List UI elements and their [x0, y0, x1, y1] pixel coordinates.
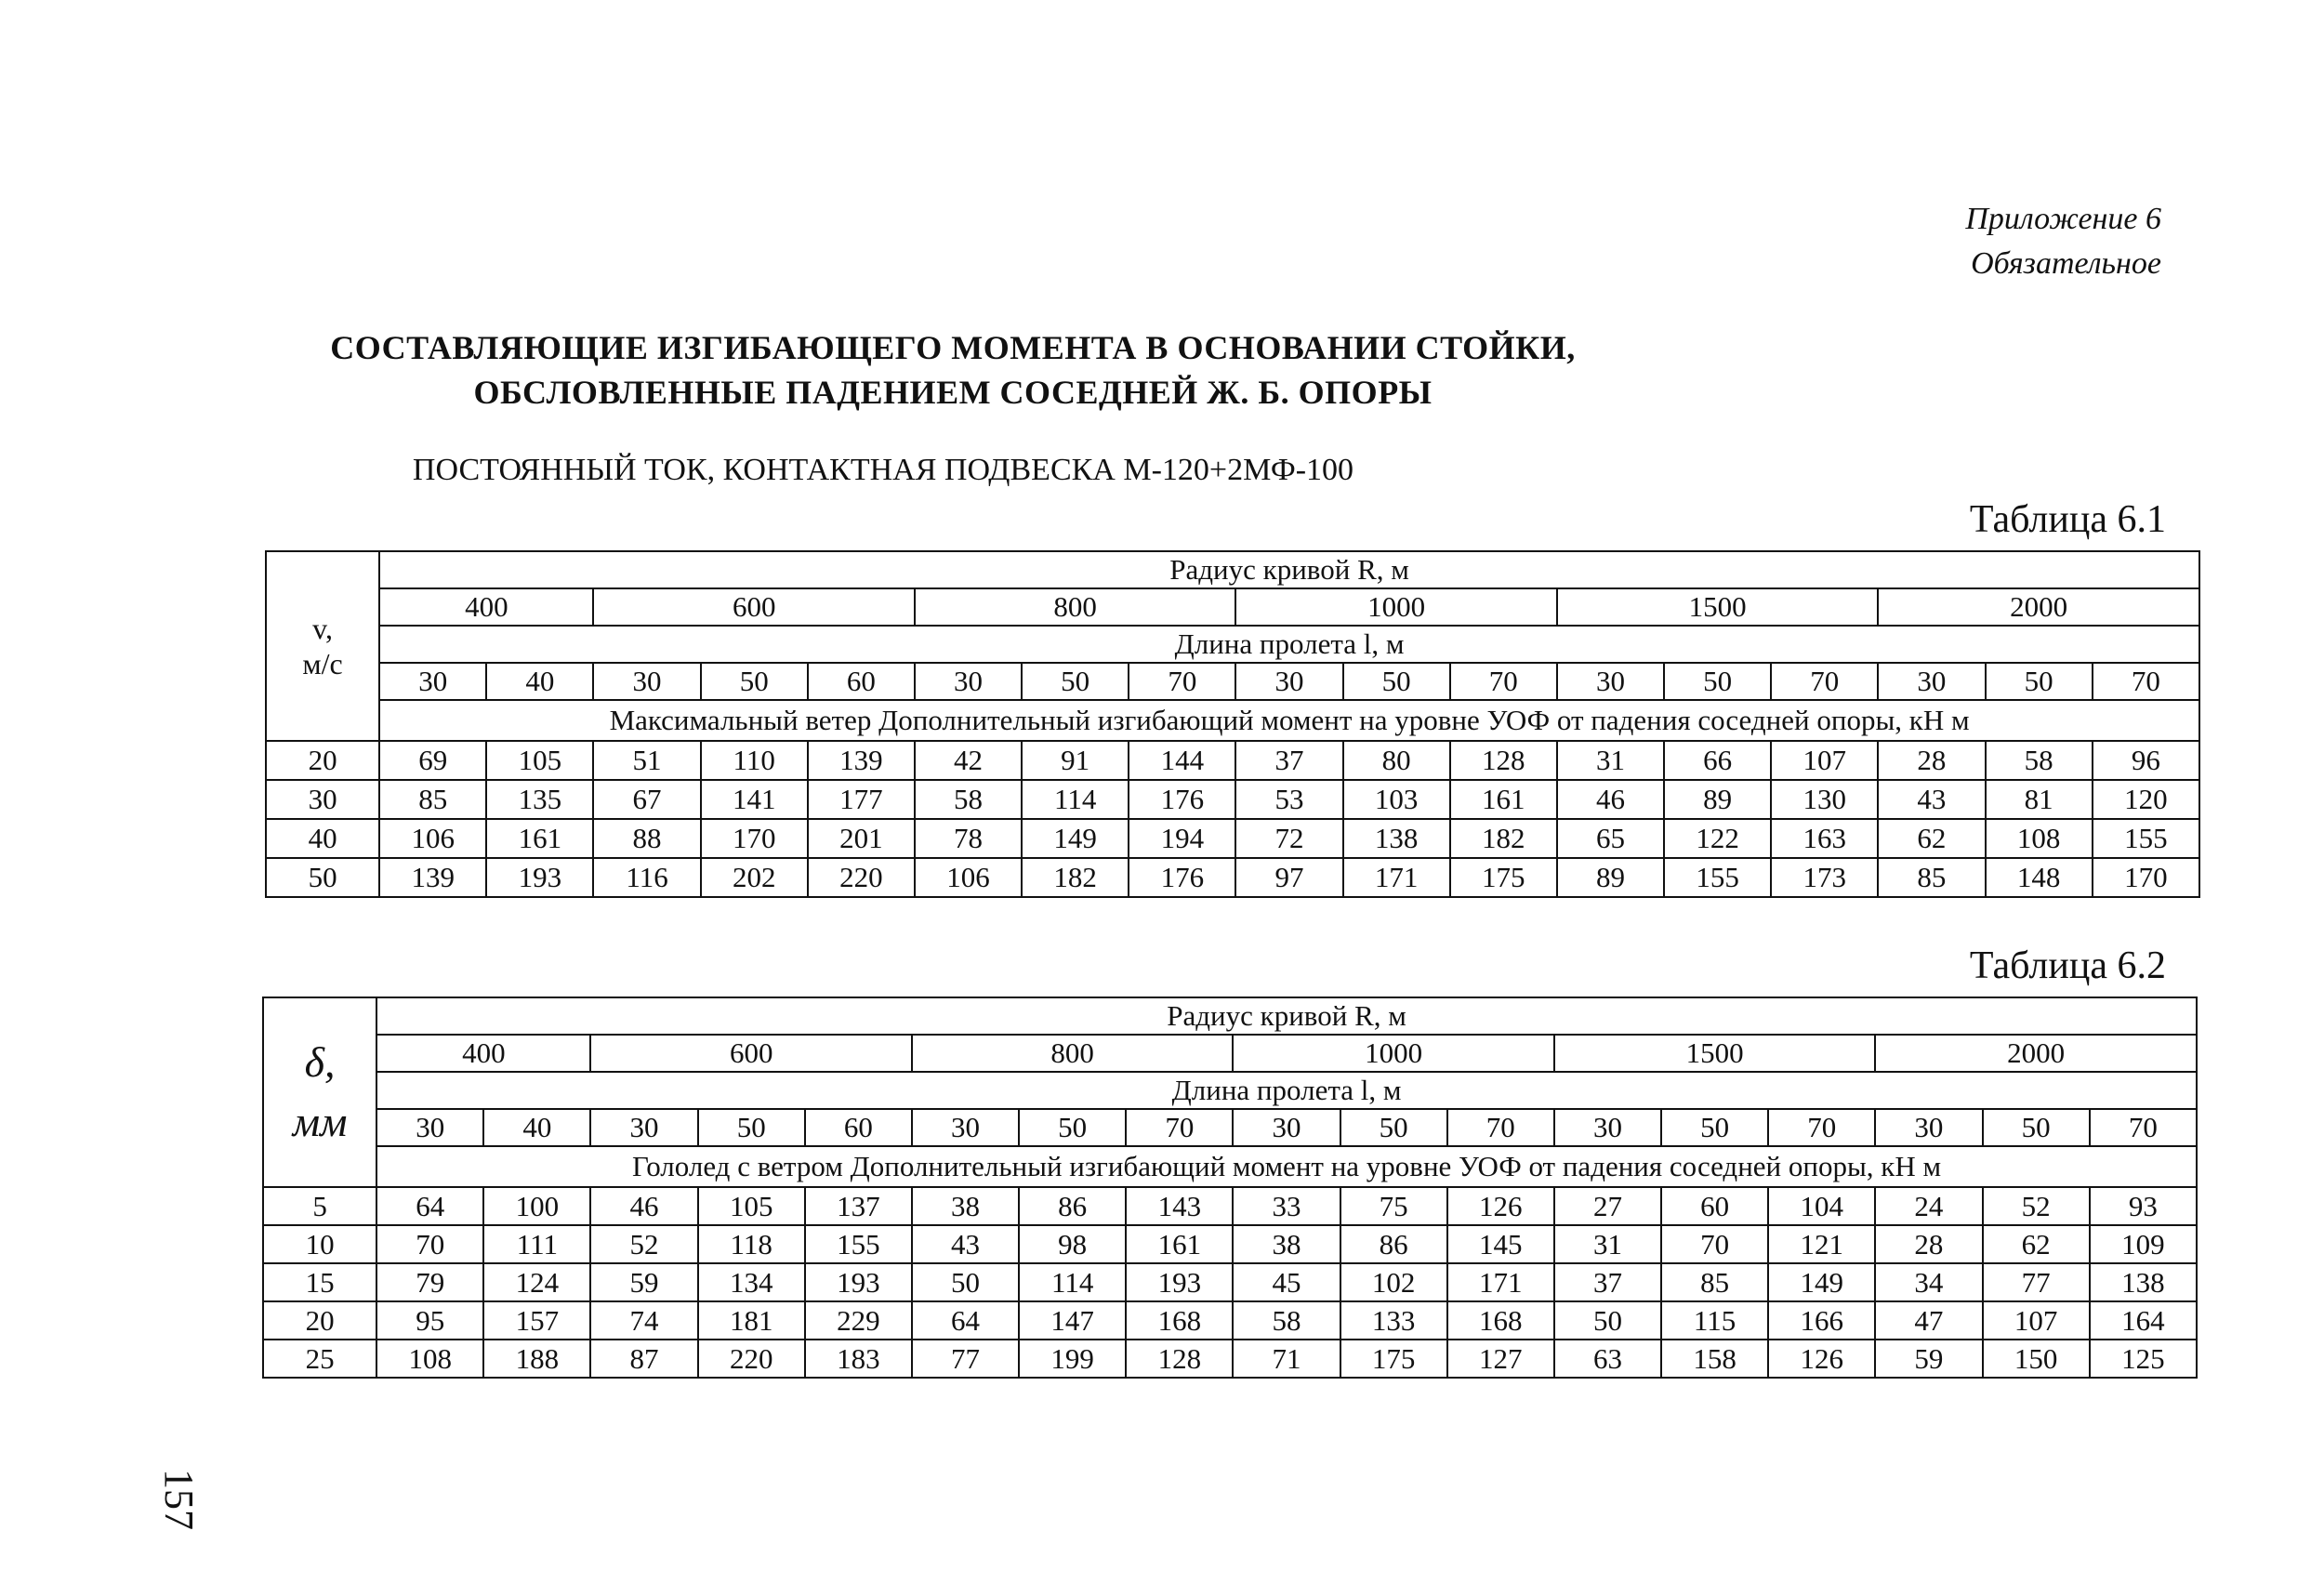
- table-cell: 31: [1554, 1225, 1661, 1263]
- table-cell: 199: [1019, 1340, 1126, 1378]
- table-cell: 115: [1661, 1301, 1768, 1340]
- span-value: 50: [1983, 1109, 2090, 1146]
- table-cell: 75: [1340, 1187, 1447, 1225]
- table-cell: 164: [2090, 1301, 2197, 1340]
- table-cell: 50: [1554, 1301, 1661, 1340]
- table-cell: 177: [808, 780, 915, 819]
- table-cell: 43: [912, 1225, 1019, 1263]
- table-cell: 161: [486, 819, 593, 858]
- table-cell: 71: [1233, 1340, 1340, 1378]
- table-cell: 74: [590, 1301, 697, 1340]
- span-value: 70: [1771, 663, 1878, 700]
- table-cell: 86: [1019, 1187, 1126, 1225]
- table-cell: 59: [1875, 1340, 1982, 1378]
- table-cell: 65: [1557, 819, 1664, 858]
- side-header-symbol: v,: [312, 612, 334, 645]
- table-cell: 139: [379, 858, 486, 897]
- table-cell: 38: [912, 1187, 1019, 1225]
- table-cell: 181: [698, 1301, 805, 1340]
- table-cell: 78: [915, 819, 1022, 858]
- table-cell: 81: [1986, 780, 2093, 819]
- table-cell: 128: [1126, 1340, 1233, 1378]
- table-cell: 109: [2090, 1225, 2197, 1263]
- table-cell: 108: [376, 1340, 483, 1378]
- row-key: 5: [263, 1187, 376, 1225]
- span-value: 40: [483, 1109, 590, 1146]
- table-cell: 46: [590, 1187, 697, 1225]
- table-cell: 150: [1983, 1340, 2090, 1378]
- header-row-span: [263, 1072, 2197, 1109]
- table-cell: 28: [1878, 741, 1985, 780]
- table-cell: 124: [483, 1263, 590, 1301]
- span-value: 70: [2093, 663, 2199, 700]
- table-cell: 98: [1019, 1225, 1126, 1263]
- table-cell: 31: [1557, 741, 1664, 780]
- table-cell: 51: [593, 741, 700, 780]
- row-key: 10: [263, 1225, 376, 1263]
- radius-value: 1500: [1554, 1035, 1875, 1072]
- row-key: 25: [263, 1340, 376, 1378]
- radius-value: 400: [376, 1035, 590, 1072]
- table-cell: 89: [1664, 780, 1771, 819]
- table-cell: 220: [808, 858, 915, 897]
- table-cell: 33: [1233, 1187, 1340, 1225]
- table-cell: 188: [483, 1340, 590, 1378]
- table-cell: 103: [1343, 780, 1450, 819]
- span-value: 30: [1233, 1109, 1340, 1146]
- table-cell: 183: [805, 1340, 912, 1378]
- table-caption: Гололед с ветром Дополнительный изгибающий момент на уровне УОФ от падения соседней опоры, кН м: [376, 1146, 2197, 1187]
- table-cell: 166: [1768, 1301, 1875, 1340]
- table-cell: 155: [2093, 819, 2199, 858]
- span-value: 50: [1343, 663, 1450, 700]
- table-cell: 87: [590, 1340, 697, 1378]
- table-cell: 111: [483, 1225, 590, 1263]
- appendix-number: Приложение 6: [1965, 202, 2161, 236]
- radius-value: 1000: [1235, 588, 1556, 626]
- row-key: 50: [266, 858, 379, 897]
- table-cell: 220: [698, 1340, 805, 1378]
- table-2: [262, 997, 2198, 1379]
- span-value: 60: [808, 663, 915, 700]
- table-cell: 114: [1022, 780, 1129, 819]
- table-cell: 37: [1235, 741, 1342, 780]
- span-value: 50: [698, 1109, 805, 1146]
- table-cell: 149: [1022, 819, 1129, 858]
- table-row: [266, 741, 2199, 780]
- span-value: 70: [1768, 1109, 1875, 1146]
- table-cell: 175: [1340, 1340, 1447, 1378]
- table-cell: 102: [1340, 1263, 1447, 1301]
- table-cell: 62: [1878, 819, 1985, 858]
- span-value: 50: [1022, 663, 1129, 700]
- table-row: [266, 780, 2199, 819]
- side-header: [263, 997, 376, 1187]
- table-cell: 193: [1126, 1263, 1233, 1301]
- table-cell: 108: [1986, 819, 2093, 858]
- table-cell: 170: [2093, 858, 2199, 897]
- table-cell: 110: [701, 741, 808, 780]
- radius-value: 1500: [1557, 588, 1878, 626]
- table-cell: 171: [1343, 858, 1450, 897]
- table-2-label: Таблица 6.2: [1969, 944, 2166, 987]
- header-row-span: [266, 626, 2199, 663]
- table-cell: 60: [1661, 1187, 1768, 1225]
- table-cell: 170: [701, 819, 808, 858]
- side-header: [266, 551, 379, 741]
- span-value: 30: [1557, 663, 1664, 700]
- table-cell: 42: [915, 741, 1022, 780]
- radius-value: 800: [915, 588, 1235, 626]
- table-cell: 100: [483, 1187, 590, 1225]
- table-cell: 155: [805, 1225, 912, 1263]
- header-row-spans: [266, 663, 2199, 700]
- span-value: 40: [486, 663, 593, 700]
- table-cell: 114: [1019, 1263, 1126, 1301]
- table-cell: 182: [1450, 819, 1557, 858]
- table-cell: 229: [805, 1301, 912, 1340]
- table-cell: 134: [698, 1263, 805, 1301]
- table-cell: 144: [1129, 741, 1235, 780]
- radius-value: 800: [912, 1035, 1233, 1072]
- span-value: 30: [593, 663, 700, 700]
- span-value: 30: [915, 663, 1022, 700]
- table-cell: 85: [1661, 1263, 1768, 1301]
- table-cell: 59: [590, 1263, 697, 1301]
- table-cell: 46: [1557, 780, 1664, 819]
- radius-value: 2000: [1875, 1035, 2197, 1072]
- span-value: 30: [1875, 1109, 1982, 1146]
- table-cell: 120: [2093, 780, 2199, 819]
- table-cell: 137: [805, 1187, 912, 1225]
- table-cell: 64: [912, 1301, 1019, 1340]
- table-cell: 201: [808, 819, 915, 858]
- span-value: 30: [590, 1109, 697, 1146]
- table-cell: 122: [1664, 819, 1771, 858]
- radius-value: 600: [590, 1035, 911, 1072]
- table-cell: 168: [1126, 1301, 1233, 1340]
- span-value: 30: [1878, 663, 1985, 700]
- table-cell: 80: [1343, 741, 1450, 780]
- row-key: 40: [266, 819, 379, 858]
- table-cell: 69: [379, 741, 486, 780]
- table-cell: 147: [1019, 1301, 1126, 1340]
- radius-value: 600: [593, 588, 914, 626]
- table-cell: 182: [1022, 858, 1129, 897]
- table-cell: 138: [1343, 819, 1450, 858]
- table-cell: 139: [808, 741, 915, 780]
- table-cell: 126: [1768, 1340, 1875, 1378]
- table-cell: 107: [1983, 1301, 2090, 1340]
- appendix-status: Обязательное: [1971, 246, 2161, 281]
- table-cell: 67: [593, 780, 700, 819]
- table-cell: 126: [1447, 1187, 1554, 1225]
- table-cell: 173: [1771, 858, 1878, 897]
- table-cell: 135: [486, 780, 593, 819]
- table-row: [263, 1301, 2197, 1340]
- table-cell: 193: [486, 858, 593, 897]
- table-cell: 91: [1022, 741, 1129, 780]
- table-1-label: Таблица 6.1: [1969, 498, 2166, 541]
- table-cell: 34: [1875, 1263, 1982, 1301]
- span-value: 30: [1235, 663, 1342, 700]
- header-row-radius: [266, 551, 2199, 588]
- document-subtitle: ПОСТОЯННЫЙ ТОК, КОНТАКТНАЯ ПОДВЕСКА М-120+2МФ-100: [412, 453, 1354, 487]
- table-cell: 145: [1447, 1225, 1554, 1263]
- span-value: 50: [1664, 663, 1771, 700]
- span-value: 70: [1447, 1109, 1554, 1146]
- table-cell: 89: [1557, 858, 1664, 897]
- caption-row: [263, 1146, 2197, 1187]
- table-cell: 149: [1768, 1263, 1875, 1301]
- table-cell: 143: [1126, 1187, 1233, 1225]
- table-cell: 157: [483, 1301, 590, 1340]
- table-cell: 24: [1875, 1187, 1982, 1225]
- table-cell: 105: [698, 1187, 805, 1225]
- table-cell: 127: [1447, 1340, 1554, 1378]
- table-cell: 141: [701, 780, 808, 819]
- table-cell: 47: [1875, 1301, 1982, 1340]
- table-cell: 161: [1126, 1225, 1233, 1263]
- table-cell: 72: [1235, 819, 1342, 858]
- span-value: 70: [1129, 663, 1235, 700]
- radius-value: 400: [379, 588, 593, 626]
- table-cell: 130: [1771, 780, 1878, 819]
- caption-row: [266, 700, 2199, 741]
- span-value: 50: [701, 663, 808, 700]
- span-header: Длина пролета l, м: [376, 1072, 2197, 1109]
- title-line-2: ОБСЛОВЛЕННЫЕ ПАДЕНИЕМ СОСЕДНЕЙ Ж. Б. ОПОРЫ: [473, 374, 1433, 411]
- table-cell: 202: [701, 858, 808, 897]
- table-cell: 38: [1233, 1225, 1340, 1263]
- radius-header: Радиус кривой R, м: [376, 997, 2197, 1035]
- table-cell: 58: [1986, 741, 2093, 780]
- side-header-symbol: δ,: [304, 1038, 336, 1086]
- table-cell: 85: [379, 780, 486, 819]
- span-value: 30: [379, 663, 486, 700]
- table-cell: 58: [915, 780, 1022, 819]
- table-cell: 45: [1233, 1263, 1340, 1301]
- radius-value: 1000: [1233, 1035, 1553, 1072]
- table-cell: 79: [376, 1263, 483, 1301]
- span-value: 50: [1986, 663, 2093, 700]
- header-row-radius: [263, 997, 2197, 1035]
- table-row: [266, 858, 2199, 897]
- table-cell: 50: [912, 1263, 1019, 1301]
- table-cell: 133: [1340, 1301, 1447, 1340]
- table-cell: 70: [1661, 1225, 1768, 1263]
- table-cell: 148: [1986, 858, 2093, 897]
- span-value: 50: [1661, 1109, 1768, 1146]
- table-cell: 106: [379, 819, 486, 858]
- side-header-unit: мм: [292, 1098, 348, 1145]
- table-cell: 176: [1129, 858, 1235, 897]
- span-value: 70: [2090, 1109, 2197, 1146]
- span-value: 50: [1340, 1109, 1447, 1146]
- row-key: 20: [266, 741, 379, 780]
- table-cell: 96: [2093, 741, 2199, 780]
- table-cell: 121: [1768, 1225, 1875, 1263]
- table-cell: 52: [1983, 1187, 2090, 1225]
- table-cell: 155: [1664, 858, 1771, 897]
- table-cell: 171: [1447, 1263, 1554, 1301]
- table-cell: 97: [1235, 858, 1342, 897]
- title-line-1: СОСТАВЛЯЮЩИЕ ИЗГИБАЮЩЕГО МОМЕНТА В ОСНОВАНИИ СТОЙКИ,: [330, 329, 1576, 366]
- table-cell: 138: [2090, 1263, 2197, 1301]
- span-value: 70: [1126, 1109, 1233, 1146]
- table-cell: 193: [805, 1263, 912, 1301]
- table-cell: 104: [1768, 1187, 1875, 1225]
- span-value: 60: [805, 1109, 912, 1146]
- span-header: Длина пролета l, м: [379, 626, 2199, 663]
- page-number: 157: [156, 1469, 202, 1530]
- span-value: 30: [1554, 1109, 1661, 1146]
- table-row: [263, 1187, 2197, 1225]
- table-cell: 107: [1771, 741, 1878, 780]
- appendix-note: [1965, 197, 2161, 286]
- row-key: 20: [263, 1301, 376, 1340]
- row-key: 15: [263, 1263, 376, 1301]
- table-cell: 63: [1554, 1340, 1661, 1378]
- table-caption: Максимальный ветер Дополнительный изгибающий момент на уровне УОФ от падения соседней опоры, кН м: [379, 700, 2199, 741]
- table-cell: 128: [1450, 741, 1557, 780]
- table-cell: 86: [1340, 1225, 1447, 1263]
- table-cell: 88: [593, 819, 700, 858]
- table-cell: 37: [1554, 1263, 1661, 1301]
- table-cell: 62: [1983, 1225, 2090, 1263]
- table-cell: 52: [590, 1225, 697, 1263]
- span-value: 50: [1019, 1109, 1126, 1146]
- table-cell: 66: [1664, 741, 1771, 780]
- table-cell: 106: [915, 858, 1022, 897]
- header-row-radii: [263, 1035, 2197, 1072]
- table-cell: 53: [1235, 780, 1342, 819]
- table-cell: 161: [1450, 780, 1557, 819]
- table-cell: 85: [1878, 858, 1985, 897]
- table-cell: 158: [1661, 1340, 1768, 1378]
- table-cell: 125: [2090, 1340, 2197, 1378]
- table-cell: 77: [1983, 1263, 2090, 1301]
- table-cell: 175: [1450, 858, 1557, 897]
- span-value: 30: [376, 1109, 483, 1146]
- table-cell: 43: [1878, 780, 1985, 819]
- span-value: 70: [1450, 663, 1557, 700]
- table-row: [266, 819, 2199, 858]
- table-cell: 77: [912, 1340, 1019, 1378]
- table-cell: 116: [593, 858, 700, 897]
- table-row: [263, 1225, 2197, 1263]
- table-1: [265, 550, 2200, 898]
- table-row: [263, 1263, 2197, 1301]
- span-value: 30: [912, 1109, 1019, 1146]
- table-cell: 194: [1129, 819, 1235, 858]
- row-key: 30: [266, 780, 379, 819]
- table-cell: 70: [376, 1225, 483, 1263]
- table-cell: 27: [1554, 1187, 1661, 1225]
- table-cell: 93: [2090, 1187, 2197, 1225]
- table-cell: 118: [698, 1225, 805, 1263]
- radius-header: Радиус кривой R, м: [379, 551, 2199, 588]
- header-row-radii: [266, 588, 2199, 626]
- document-title: [0, 325, 1906, 415]
- table-cell: 58: [1233, 1301, 1340, 1340]
- table-cell: 64: [376, 1187, 483, 1225]
- table-cell: 28: [1875, 1225, 1982, 1263]
- side-header-unit: м/с: [302, 647, 343, 680]
- table-cell: 163: [1771, 819, 1878, 858]
- table-cell: 95: [376, 1301, 483, 1340]
- table-cell: 176: [1129, 780, 1235, 819]
- header-row-spans: [263, 1109, 2197, 1146]
- table-row: [263, 1340, 2197, 1378]
- radius-value: 2000: [1878, 588, 2199, 626]
- table-cell: 105: [486, 741, 593, 780]
- table-cell: 168: [1447, 1301, 1554, 1340]
